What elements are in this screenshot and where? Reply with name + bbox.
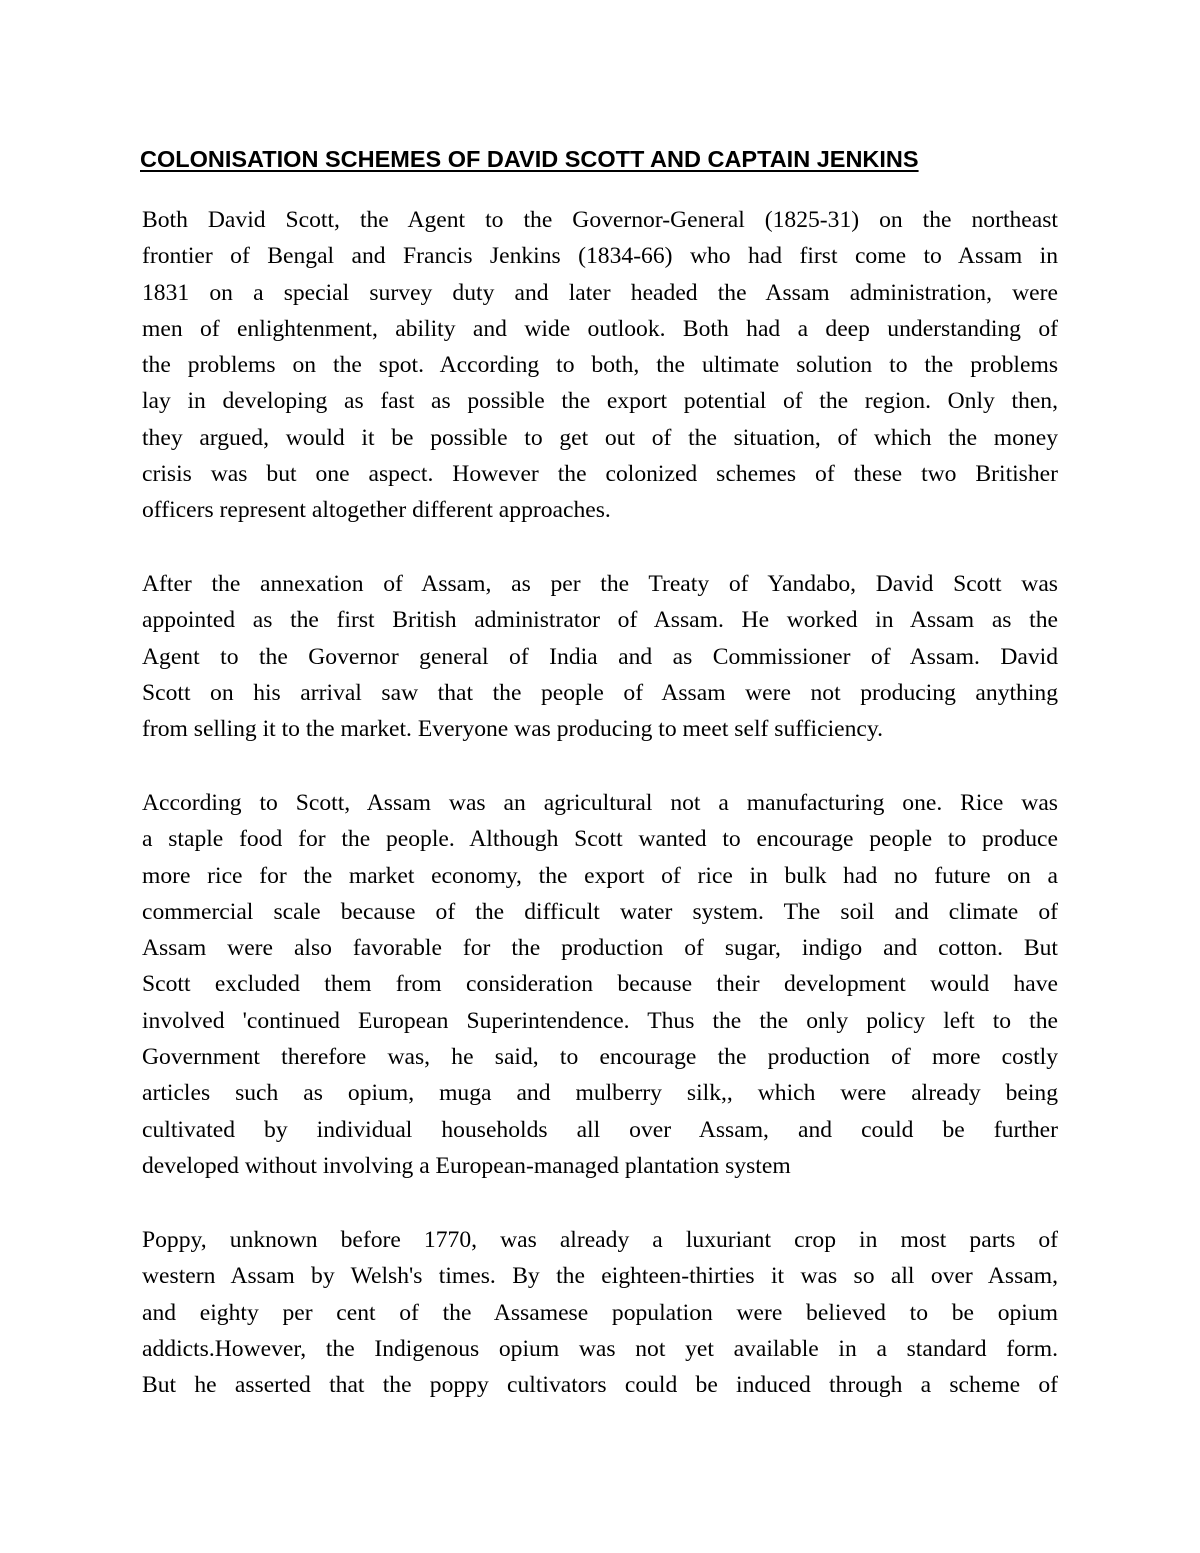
- paragraph-1: [142, 202, 1058, 529]
- text-line: western Assam by Welsh's times. By the eighteen-thirties it was so all over Assam,: [142, 1263, 1058, 1290]
- text-line: Assam were also favorable for the production of sugar, indigo and cotton. But: [142, 935, 1058, 962]
- text-line: addicts.However, the Indigenous opium was not yet available in a standard form.: [142, 1335, 1058, 1362]
- text-line: the problems on the spot. According to both, the ultimate solution to the problems: [142, 352, 1058, 379]
- text-line: 1831 on a special survey duty and later headed the Assam administration, were: [142, 279, 1058, 306]
- text-line: Agent to the Governor general of India and as Commissioner of Assam. David: [142, 643, 1058, 670]
- text-line: and eighty per cent of the Assamese population were believed to be opium: [142, 1299, 1058, 1326]
- text-line: Government therefore was, he said, to encourage the production of more costly: [142, 1044, 1058, 1071]
- text-line: According to Scott, Assam was an agricultural not a manufacturing one. Rice was: [142, 790, 1058, 816]
- paragraph-3: [142, 785, 1058, 1184]
- text-line: developed without involving a European-managed plantation system: [142, 1152, 791, 1179]
- text-line: cultivated by individual households all over Assam, and could be further: [142, 1116, 1058, 1143]
- text-line: frontier of Bengal and Francis Jenkins (1834-66) who had first come to Assam in: [142, 243, 1058, 270]
- text-line: articles such as opium, muga and mulberry silk,, which were already being: [142, 1080, 1058, 1107]
- text-line: a staple food for the people. Although Scott wanted to encourage people to produce: [142, 826, 1058, 853]
- text-line: from selling it to the market. Everyone was producing to meet self sufficiency.: [142, 716, 884, 743]
- text-line: Poppy, unknown before 1770, was already a luxuriant crop in most parts of: [142, 1227, 1058, 1253]
- text-line: men of enlightenment, ability and wide outlook. Both had a deep understanding of: [142, 315, 1058, 342]
- text-line: Scott on his arrival saw that the people of Assam were not producing anything: [142, 679, 1058, 706]
- document-title: COLONISATION SCHEMES OF DAVID SCOTT AND CAPTAIN JENKINS: [140, 146, 919, 172]
- text-line: After the annexation of Assam, as per the Treaty of Yandabo, David Scott was: [142, 571, 1058, 597]
- paragraph-2: [142, 566, 1058, 747]
- text-line: commercial scale because of the difficult water system. The soil and climate of: [142, 898, 1058, 925]
- text-line: lay in developing as fast as possible the export potential of the region. Only then,: [142, 388, 1058, 415]
- text-line: officers represent altogether different approaches.: [142, 497, 611, 524]
- text-line: involved 'continued European Superintendence. Thus the the only policy left to the: [142, 1007, 1058, 1034]
- text-line: Scott excluded them from consideration because their development would have: [142, 971, 1058, 998]
- text-line: more rice for the market economy, the export of rice in bulk had no future on a: [142, 862, 1058, 889]
- text-line: But he asserted that the poppy cultivators could be induced through a scheme of: [142, 1372, 1058, 1399]
- text-line: crisis was but one aspect. However the colonized schemes of these two Britisher: [142, 461, 1058, 488]
- text-line: Both David Scott, the Agent to the Governor-General (1825-31) on the northeast: [142, 207, 1058, 233]
- paragraph-4: [142, 1222, 1058, 1403]
- text-line: they argued, would it be possible to get out of the situation, of which the money: [142, 424, 1058, 451]
- text-line: appointed as the first British administrator of Assam. He worked in Assam as the: [142, 607, 1058, 634]
